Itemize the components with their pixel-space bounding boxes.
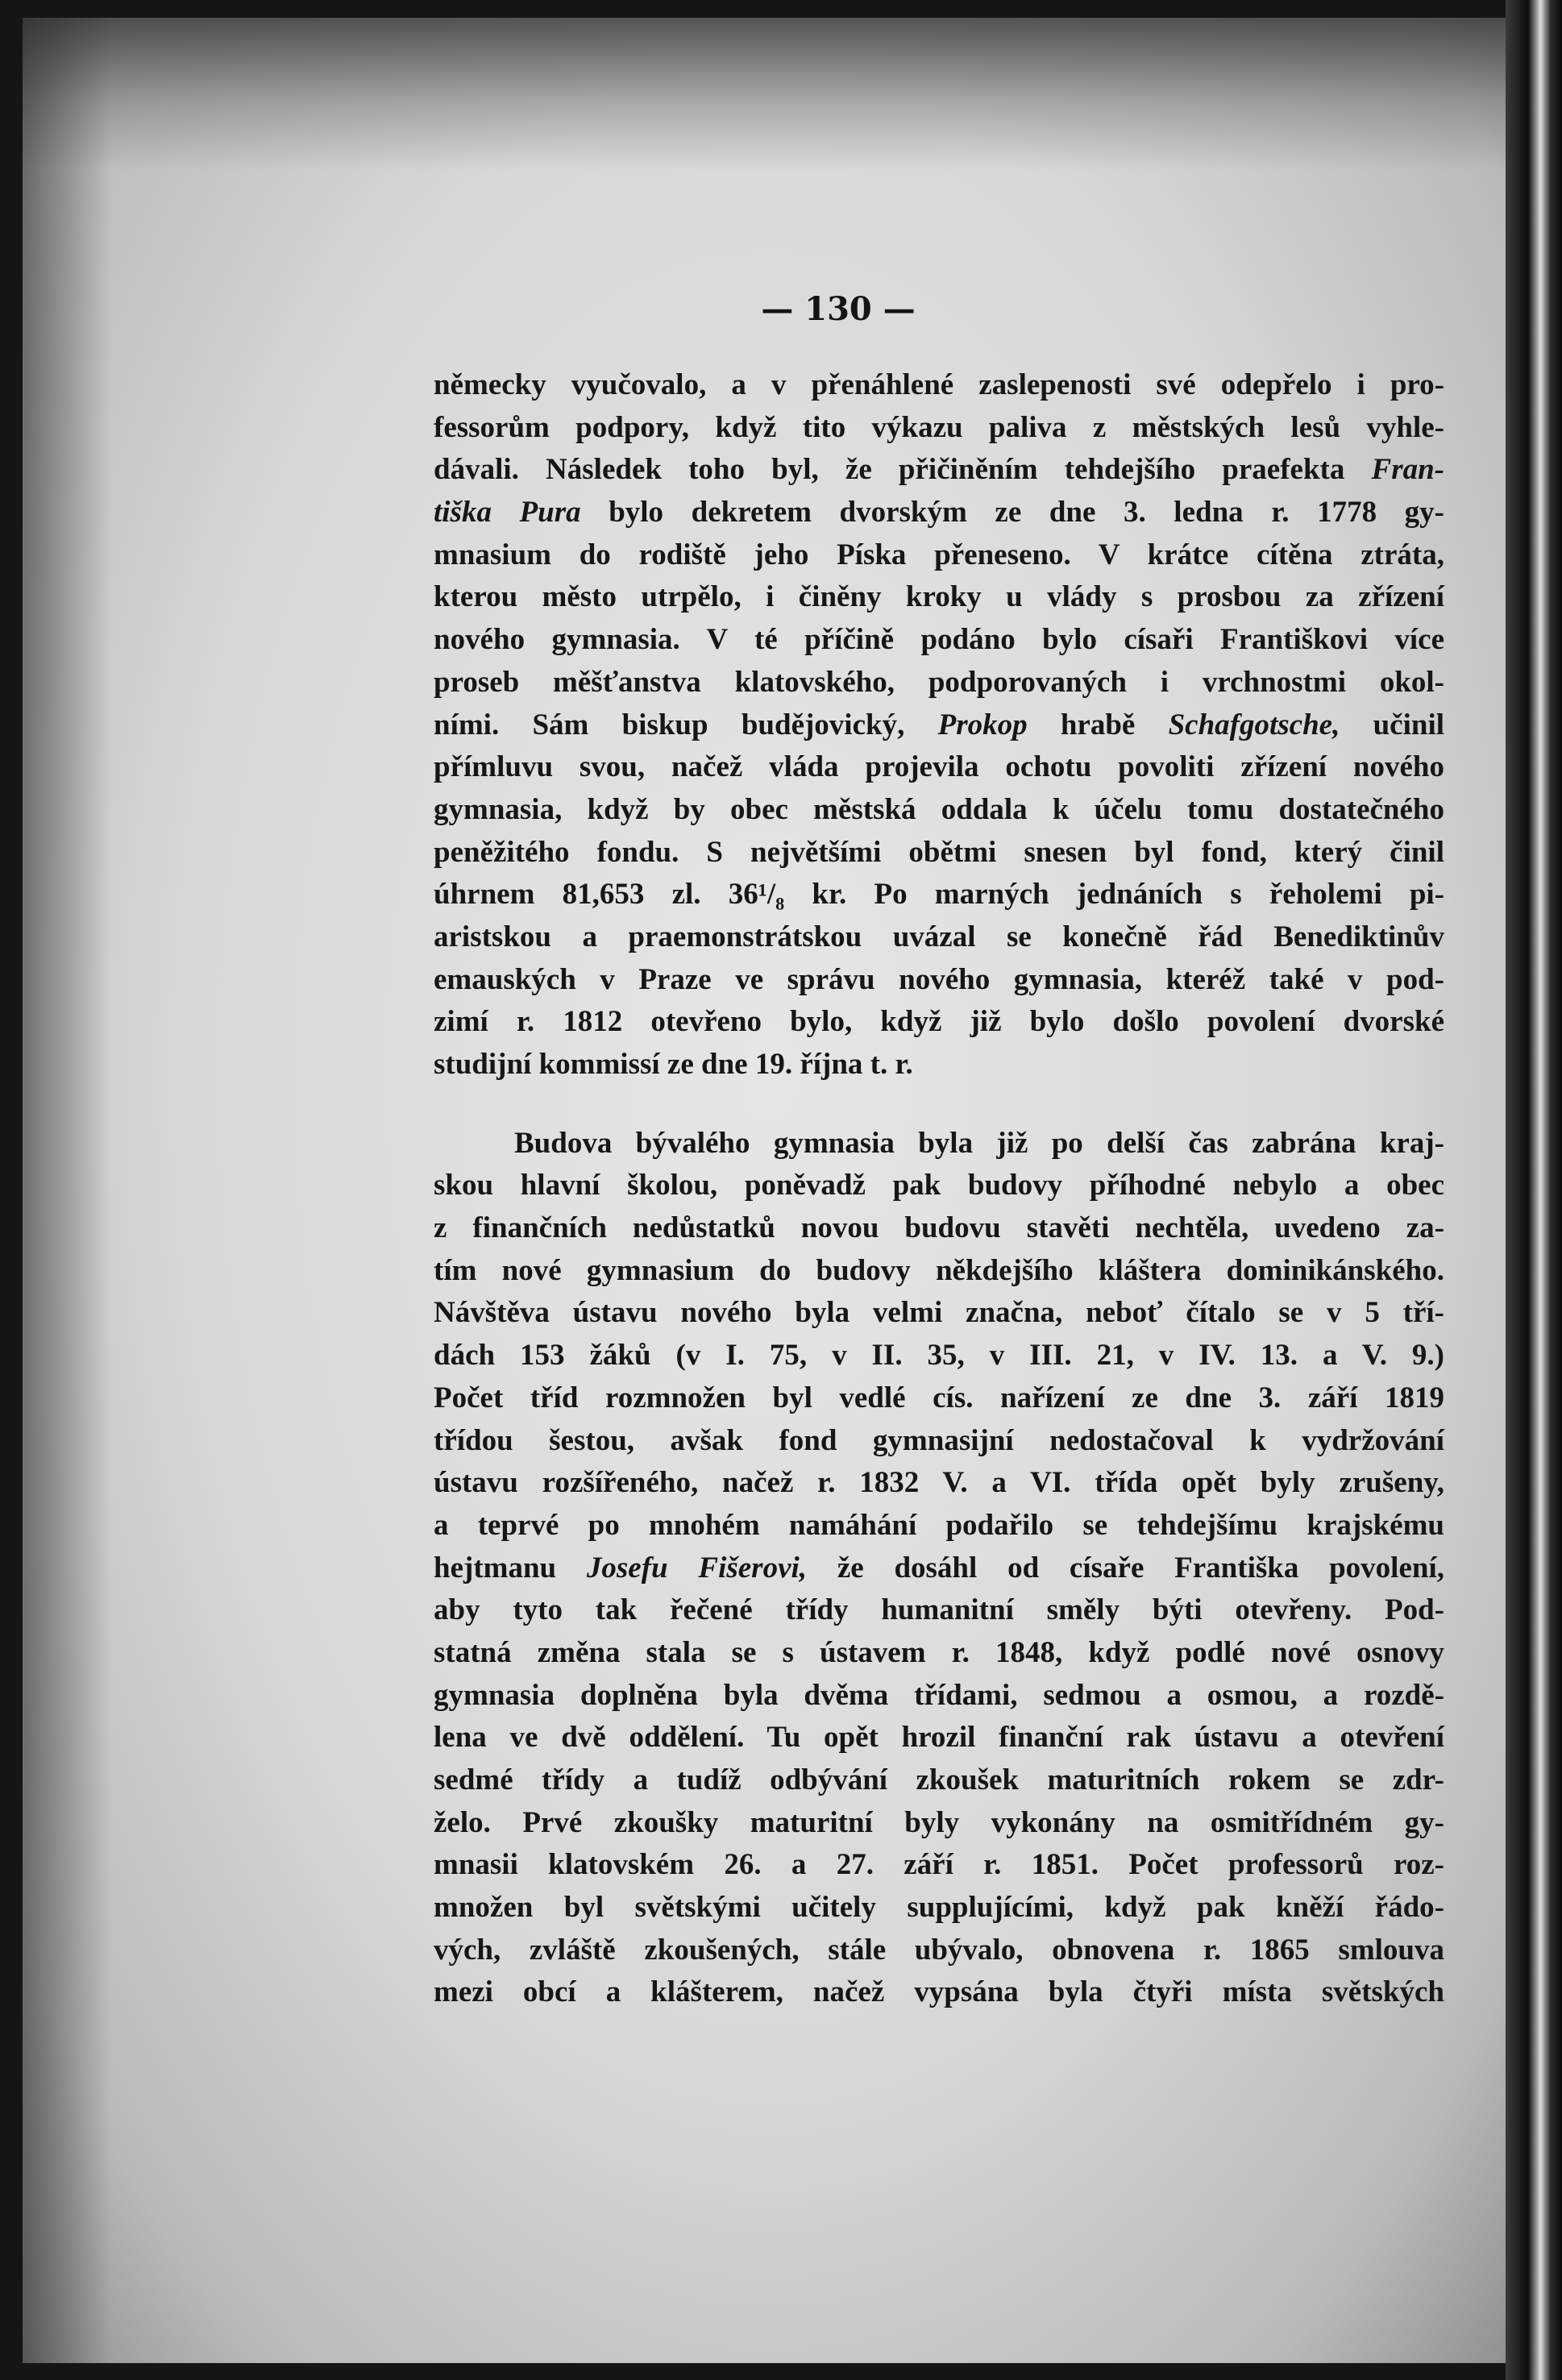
text-line: fessorům podpory, když tito výkazu paliva z městských lesů vyhle-	[434, 410, 1444, 444]
text-line: Budova bývalého gymnasia byla již po delší čas zabrána kraj-	[514, 1126, 1444, 1160]
text-line: emauských v Praze ve správu nového gymnasia, kteréž také v pod-	[434, 962, 1444, 996]
text-line: aristskou a praemonstrátskou uvázal se konečně řád Benediktinův	[434, 920, 1444, 953]
text-line: tím nové gymnasium do budovy někdejšího kláštera dominikánského.	[434, 1253, 1444, 1287]
text-line: lena ve dvě oddělení. Tu opět hrozil finanční rak ústavu a otevření	[434, 1721, 1444, 1755]
text-line: peněžitého fondu. S největšími obětmi snesen byl fond, který činil	[434, 835, 1444, 869]
text-line: Návštěva ústavu nového byla velmi značna, neboť čítalo se v 5 tří-	[434, 1296, 1444, 1330]
text-line: Počet tříd rozmnožen byl vedlé cís. nařízení ze dne 3. září 1819	[434, 1381, 1444, 1414]
scan-top-shadow	[23, 18, 1517, 171]
text-line: kterou město utrpělo, i činěny kroky u vlády s prosbou za zřízení	[434, 580, 1444, 614]
text-line: zimí r. 1812 otevřeno bylo, když již bylo došlo povolení dvorské	[434, 1005, 1444, 1039]
text-line: studijní kommissí ze dne 19. října t. r.	[434, 1048, 913, 1081]
text-line: dách 153 žáků (v I. 75, v II. 35, v III. 21, v IV. 13. a V. 9.)	[434, 1339, 1444, 1373]
text-line: gymnasia, když by obec městská oddala k účelu tomu dostatečného	[434, 792, 1444, 826]
page-number: — 130 —	[761, 290, 916, 328]
text-line: a teprvé po mnohém namáhání podařilo se tehdejšímu krajskému	[434, 1508, 1444, 1542]
text-line: třídou šestou, avšak fond gymnasijní nedostačoval k vydržování	[434, 1423, 1444, 1457]
text-line: ními. Sám biskup budějovický, Prokop hrabě Schafgotsche, učinil	[434, 708, 1445, 741]
text-line: skou hlavní školou, poněvadž pak budovy příhodné nebylo a obec	[434, 1169, 1444, 1202]
text-line: proseb měšťanstva klatovského, podporovaných i vrchnostmi okol-	[434, 665, 1444, 699]
scan-left-shadow	[23, 18, 111, 2363]
text-line: množen byl světskými učitely supplujícími, když pak kněží řádo-	[434, 1891, 1444, 1925]
text-line: mezi obcí a klášterem, načež vypsána byla čtyři místa světských	[434, 1975, 1444, 2009]
text-line: statná změna stala se s ústavem r. 1848, když podlé nové osnovy	[434, 1635, 1444, 1669]
text-line: z finančních nedůstatků novou budovu stavěti nechtěla, uvedeno za-	[434, 1211, 1444, 1245]
text-line: ústavu rozšířeného, načež r. 1832 V. a VI. třída opět byly zrušeny,	[434, 1466, 1444, 1500]
paragraph-2	[434, 1123, 1444, 2014]
body-text	[434, 364, 1444, 2014]
text-line: hejtmanu Josefu Fišerovi, že dosáhl od císaře Františka povolení,	[434, 1551, 1444, 1585]
text-line: přímluvu svou, načež vláda projevila ochotu povoliti zřízení nového	[434, 750, 1444, 784]
text-line: mnasii klatovském 26. a 27. září r. 1851. Počet professorů roz-	[434, 1848, 1444, 1882]
text-line: aby tyto tak řečené třídy humanitní směly býti otevřeny. Pod-	[434, 1593, 1444, 1627]
text-line: mnasium do rodiště jeho Píska přeneseno. V krátce cítěna ztráta,	[434, 538, 1444, 571]
text-line: gymnasia doplněna byla dvěma třídami, sedmou a osmou, a rozdě-	[434, 1678, 1444, 1712]
text-line: sedmé třídy a tudíž odbývání zkoušek maturitních rokem se zdr-	[434, 1763, 1444, 1796]
text-line: německy vyučovalo, a v přenáhlené zaslepenosti své odepřelo i pro-	[434, 368, 1444, 401]
text-line: želo. Prvé zkoušky maturitní byly vykonány na osmitřídném gy-	[434, 1805, 1444, 1839]
text-line: nového gymnasia. V té příčině podáno bylo císaři Františkovi více	[434, 623, 1444, 657]
text-line: úhrnem 81,653 zl. 36¹/₈ kr. Po marných jednáních s řeholemi pi-	[434, 878, 1444, 912]
text-line: dávali. Následek toho byl, že přičiněním tehdejšího praefekta Fran-	[434, 453, 1444, 487]
text-line: vých, zvláště zkoušených, stále ubývalo, obnovena r. 1865 smlouva	[434, 1933, 1444, 1967]
book-binding-edge	[1506, 0, 1562, 2380]
text-line: tiška Pura bylo dekretem dvorským ze dne 3. ledna r. 1778 gy-	[434, 496, 1444, 530]
paragraph-1	[434, 364, 1444, 1086]
